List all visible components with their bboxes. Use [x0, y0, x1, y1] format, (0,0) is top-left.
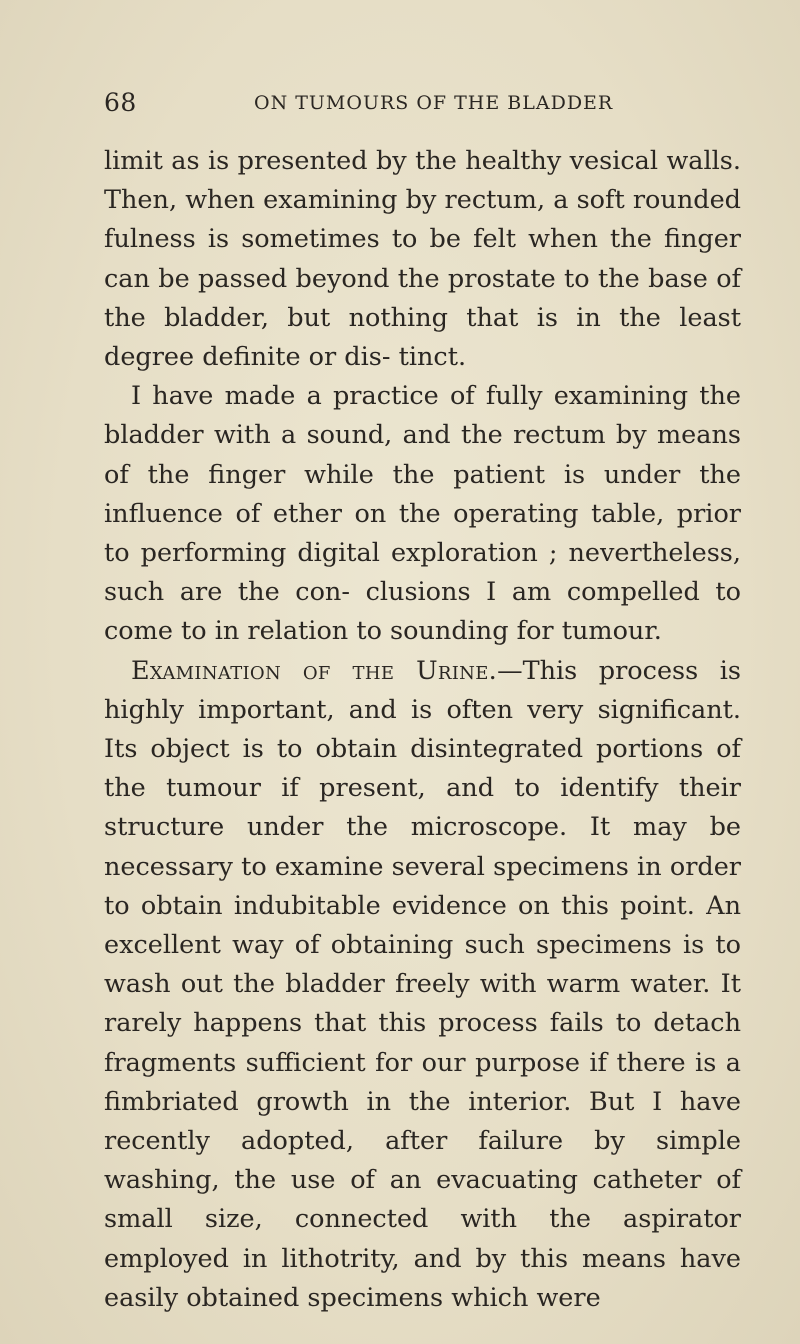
- paragraph-3: [104, 652, 741, 1318]
- running-title: ON TUMOURS OF THE BLADDER: [254, 92, 614, 114]
- running-head: [104, 88, 744, 118]
- section-heading: Examination of the Urine.: [131, 655, 498, 686]
- page-number: 68: [104, 88, 137, 117]
- body-text: [104, 142, 741, 1318]
- paragraph-2: I have made a practice of fully examining the bladder with a sound, and the rectum by means of the finger while the patient is under the influence of ether on the operating table, prior to performing digital exploration ; nevertheless, such are the con- clusions I am compelled to come to in relation to sounding for tumour.: [104, 381, 741, 647]
- paragraph-3-text: —This process is highly important, and is often very significant. Its object is to obtain disintegrated portions of the tumour if present, and to identify their structure under the microscope. It may be necessary to examine several specimens in order to obtain indubitable evidence on this point. An excellent way of obtaining such specimens is to wash out the bladder freely with warm water. It rarely happens that this process fails to detach fragments sufficient for our purpose if there is a fimbriated growth in the interior. But I have recently adopted, after failure by simple washing, the use of an evacuating catheter of small size, connected with the aspirator employed in lithotrity, and by this means have easily obtained specimens which were: [104, 655, 741, 1313]
- paragraph-1: limit as is presented by the healthy vesical walls. Then, when examining by rectum, a soft rounded fulness is sometimes to be felt when the finger can be passed beyond the prostate to the base of the bladder, but nothing that is in the least degree definite or dis- tinct.: [104, 146, 741, 373]
